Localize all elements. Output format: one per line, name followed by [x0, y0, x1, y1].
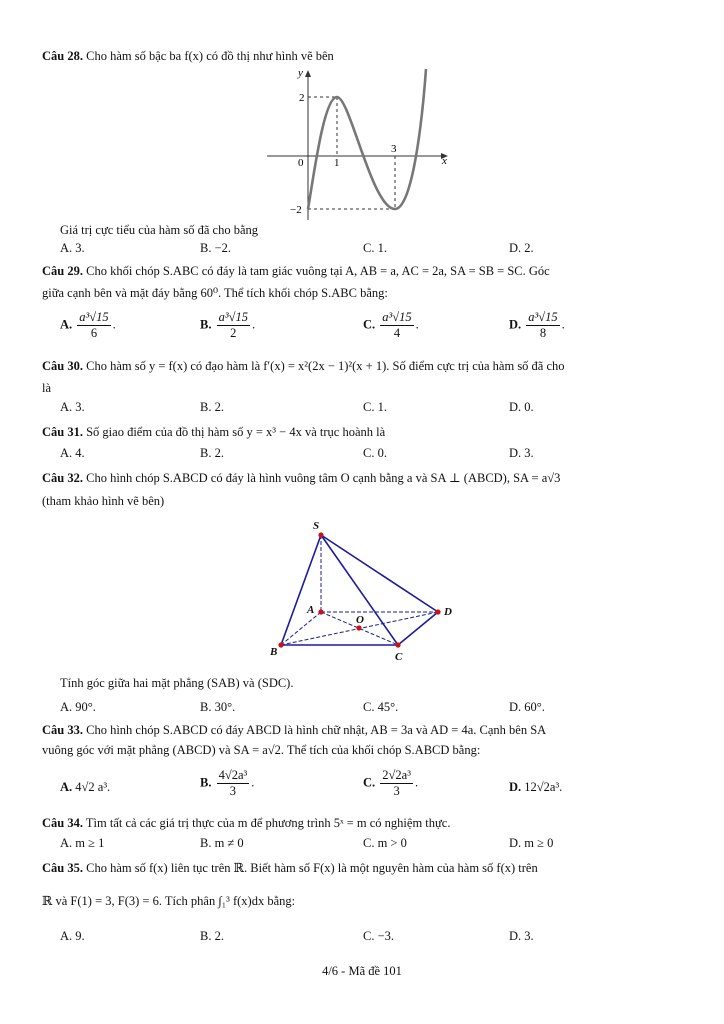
q30-option-b[interactable]: B. 2. [200, 400, 224, 414]
q32-number: Câu 32. [42, 471, 83, 485]
q28-cubic-graph [262, 64, 462, 224]
q35-text: Cho hàm số f(x) liên tục trên ℝ. Biết hàm số F(x) là một nguyên hàm của hàm số f(x) trên [86, 861, 538, 875]
q28-number: Câu 28. [42, 49, 83, 63]
q32-ask: Tính góc giữa hai mặt phẳng (SAB) và (SDC). [60, 676, 294, 690]
q30-number: Câu 30. [42, 359, 83, 373]
q35-option-b[interactable]: B. 2. [200, 929, 224, 943]
q29-text: Cho khối chóp S.ABC có đáy là tam giác vuông tại A, AB = a, AC = 2a, SA = SB = SC. Góc [86, 264, 550, 278]
q34-option-d[interactable]: D. m ≥ 0 [509, 836, 554, 850]
q33-option-b[interactable]: B. $\frac{\text{4√2a³}}{3}$ . [200, 768, 255, 798]
page-footer: 4/6 - Mã đề 101 [322, 964, 402, 978]
q31-option-c[interactable]: C. 0. [363, 446, 387, 460]
q31-number: Câu 31. [42, 425, 83, 439]
q33-option-d[interactable]: D. 12√2a³. [509, 780, 563, 794]
label-C: C [395, 651, 403, 663]
q31-stem [42, 424, 385, 440]
q29-stem-line2: giữa cạnh bên và mặt đáy bằng 60⁰. Thể tích khối chóp S.ABC bằng: [42, 286, 388, 300]
q28-option-b[interactable]: B. −2. [200, 241, 232, 255]
q28-option-c[interactable]: C. 1. [363, 241, 387, 255]
q28-option-d[interactable]: D. 2. [509, 241, 534, 255]
q28-option-a[interactable]: A. 3. [60, 241, 85, 255]
x-axis-label: x [442, 155, 447, 167]
q32-option-b[interactable]: B. 30°. [200, 700, 236, 714]
q30-stem-line2: là [42, 381, 52, 395]
q29-number: Câu 29. [42, 264, 83, 278]
origin-label: 0 [298, 157, 304, 169]
q29-option-d[interactable]: D. $\frac{\text{a³√15}}{8}$ . [509, 310, 565, 340]
q33-number: Câu 33. [42, 723, 83, 737]
q35-stem-line1 [42, 860, 538, 876]
q32-text: Cho hình chóp S.ABCD có đáy là hình vuông tâm O cạnh bằng a và SA ⊥ (ABCD), SA = a√3 [86, 471, 561, 485]
q29-option-c[interactable]: C. $\frac{\text{a³√15}}{4}$ . [363, 310, 419, 340]
q32-option-a[interactable]: A. 90°. [60, 700, 96, 714]
q28-ask: Giá trị cực tiểu của hàm số đã cho bằng [60, 223, 259, 237]
q35-number: Câu 35. [42, 861, 83, 875]
q29-stem-line1 [42, 263, 550, 279]
x-tick-3: 3 [391, 143, 397, 155]
q32-stem-line1 [42, 470, 560, 486]
y-tick-neg2: −2 [290, 204, 302, 216]
q33-text: Cho hình chóp S.ABCD có đáy ABCD là hình chữ nhật, AB = 3a và AD = 4a. Cạnh bên SA [86, 723, 547, 737]
label-S: S [313, 520, 320, 532]
q32-pyramid-figure [268, 515, 468, 665]
q35-stem-line2: ℝ và F(1) = 3, F(3) = 6. Tích phân ∫₁³ f(x)dx bằng: [42, 894, 296, 908]
q34-option-a[interactable]: A. m ≥ 1 [60, 836, 105, 850]
q31-option-a[interactable]: A. 4. [60, 446, 85, 460]
q32-option-c[interactable]: C. 45°. [363, 700, 399, 714]
cubic-curve [308, 69, 426, 209]
q30-stem-line1 [42, 358, 565, 374]
label-B: B [270, 646, 278, 658]
q28-stem [42, 48, 334, 64]
q31-text: Số giao điểm của đồ thị hàm số y = x³ − 4x và trục hoành là [86, 425, 386, 439]
q33-option-a[interactable]: A. 4√2 a³. [60, 780, 111, 794]
x-tick-1: 1 [334, 157, 340, 169]
q31-option-d[interactable]: D. 3. [509, 446, 534, 460]
q32-stem-line2: (tham khảo hình vẽ bên) [42, 494, 165, 508]
q34-text: Tìm tất cả các giá trị thực của m để phương trình 5ˣ = m có nghiệm thực. [85, 816, 451, 830]
q28-text: Cho hàm số bậc ba f(x) có đồ thị như hình vẽ bên [86, 49, 334, 63]
q35-option-d[interactable]: D. 3. [509, 929, 534, 943]
q34-option-b[interactable]: B. m ≠ 0 [200, 836, 244, 850]
q34-option-c[interactable]: C. m > 0 [363, 836, 407, 850]
q35-option-a[interactable]: A. 9. [60, 929, 85, 943]
q30-option-c[interactable]: C. 1. [363, 400, 387, 414]
q29-option-b[interactable]: B. $\frac{\text{a³√15}}{2}$ . [200, 310, 256, 340]
q30-text: Cho hàm số y = f(x) có đạo hàm là f′(x) = x²(2x − 1)²(x + 1). Số điểm cực trị của hàm số đã cho [86, 359, 565, 373]
q29-option-a[interactable]: A. $\frac{\text{a³√15}}{6}$ . [60, 310, 116, 340]
q34-number: Câu 34. [42, 816, 83, 830]
y-axis-label: y [298, 67, 303, 79]
q33-option-c[interactable]: C. $\frac{\text{2√2a³}}{3}$ . [363, 768, 419, 798]
q30-option-a[interactable]: A. 3. [60, 400, 85, 414]
q33-stem-line2: vuông góc với mặt phẳng (ABCD) và SA = a√2. Thể tích của khối chóp S.ABCD bằng: [42, 743, 481, 757]
y-tick-2: 2 [299, 92, 305, 104]
label-D: D [444, 606, 452, 618]
y-axis-arrow [305, 70, 311, 77]
q30-option-d[interactable]: D. 0. [509, 400, 534, 414]
label-O: O [356, 614, 364, 626]
q31-option-b[interactable]: B. 2. [200, 446, 224, 460]
q32-option-d[interactable]: D. 60°. [509, 700, 545, 714]
q35-option-c[interactable]: C. −3. [363, 929, 395, 943]
q33-stem-line1 [42, 722, 546, 738]
q34-stem [42, 815, 450, 831]
label-A: A [307, 604, 315, 616]
